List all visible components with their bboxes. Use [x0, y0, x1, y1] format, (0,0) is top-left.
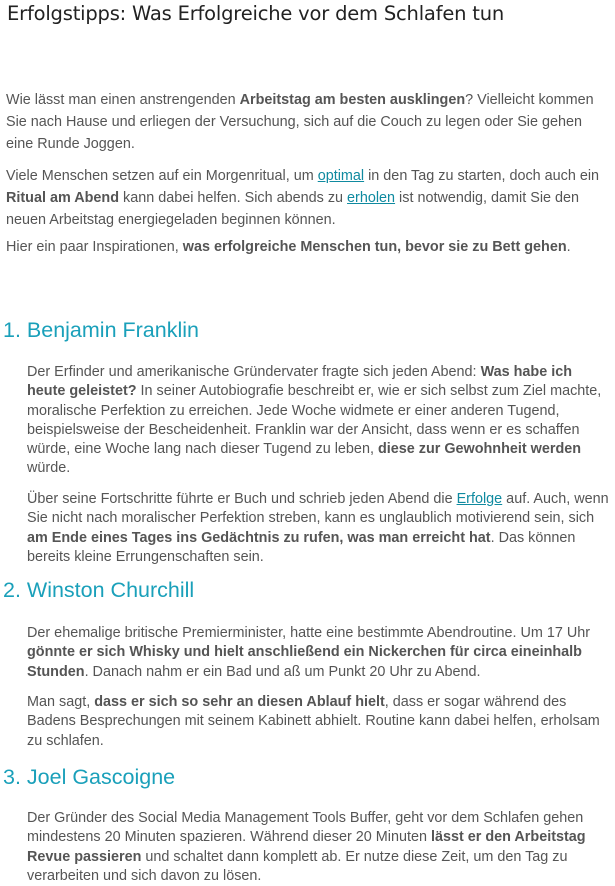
- article-title: Erfolgstipps: Was Erfolgreiche vor dem Schlafen tun: [7, 2, 505, 25]
- text-run: Der Erfinder und amerikanische Gründervater fragte sich jeden Abend:: [27, 364, 481, 380]
- text-run: .: [566, 239, 571, 255]
- churchill-paragraph-2: [27, 693, 613, 751]
- intro-paragraph-1: [6, 89, 610, 155]
- text-run: in den Tag zu starten, doch auch ein: [364, 168, 600, 184]
- text-run: . Das können bereits kleine Errungenschaften sein.: [27, 529, 576, 565]
- gascoigne-paragraph-1: [27, 809, 613, 886]
- inline-link[interactable]: Erfolge: [456, 491, 503, 507]
- text-run: Wie lässt man einen anstrengenden: [6, 92, 240, 108]
- bold-text: Arbeitstag am besten ausklingen: [239, 92, 466, 108]
- text-run: Viele Menschen setzen auf ein Morgenritual, um: [6, 168, 318, 184]
- text-run: und schaltet dann komplett ab. Er nutze diese Zeit, um den Tag zu verarbeiten und sich davon zu lösen.: [27, 848, 568, 884]
- text-run: Der Gründer des Social Media Management Tools Buffer, geht vor dem Schlafen gehen mindestens 20 Minuten spazieren. Während dieser 20 Minuten: [27, 810, 584, 846]
- franklin-paragraph-1: [27, 363, 613, 479]
- bold-text: lässt er den Arbeitstag Revue passieren: [27, 829, 586, 865]
- section-heading-franklin: 1. Benjamin Franklin: [3, 318, 199, 342]
- bold-text: Ritual am Abend: [6, 190, 120, 206]
- bold-text: am Ende eines Tages ins Gedächtnis zu rufen, was man erreicht hat: [27, 529, 491, 546]
- bold-text: was erfolgreiche Menschen tun, bevor sie zu Bett gehen: [182, 239, 567, 255]
- intro-paragraph-3: [6, 236, 610, 258]
- text-run: In seiner Autobiografie beschreibt er, wie er sich selbst zum Ziel machte, moralische Perfektion zu erreichen. Jede Woche widmete er einer anderen Tugend, beispielsweise der Bescheidenheit. Franklin war der Ansicht, dass wenn er es schaffen würde, eine Woche lang nach dieser Tugend zu leben,: [27, 383, 602, 458]
- bold-text: Was habe ich heute geleistet?: [27, 364, 572, 400]
- text-run: würde.: [27, 460, 71, 477]
- franklin-paragraph-2: [27, 490, 613, 567]
- section-heading-gascoigne: 3. Joel Gascoigne: [3, 765, 176, 789]
- text-run: auf. Auch, wenn Sie nicht nach moralischer Perfektion streben, kann es unglaublich motivierend sein, sich: [27, 491, 609, 527]
- churchill-paragraph-1: [27, 624, 613, 682]
- intro-paragraph-2: [6, 165, 610, 231]
- text-run: Man sagt,: [27, 694, 95, 710]
- text-run: , dass er sogar während des Badens Besprechungen mit seinem Kabinett abhielt. Routine kann dabei helfen, erholsam zu schlafen.: [27, 694, 600, 749]
- text-run: Der ehemalige britische Premierminister, hatte eine bestimmte Abendroutine. Um 17 Uhr: [27, 625, 591, 641]
- bold-text: dass er sich so sehr an diesen Ablauf hielt: [94, 694, 385, 710]
- section-heading-churchill: 2. Winston Churchill: [3, 578, 195, 602]
- inline-link[interactable]: optimal: [317, 168, 365, 184]
- bold-text: gönnte er sich Whisky und hielt anschließend ein Nickerchen für circa eineinhalb Stunden: [27, 644, 582, 680]
- text-run: kann dabei helfen. Sich abends zu: [119, 190, 348, 206]
- text-run: ist notwendig, damit Sie den neuen Arbeitstag energiegeladen beginnen können.: [6, 190, 580, 228]
- inline-link[interactable]: erholen: [347, 190, 396, 206]
- text-run: Über seine Fortschritte führte er Buch und schrieb jeden Abend die: [27, 491, 457, 507]
- text-run: ? Vielleicht kommen Sie nach Hause und erliegen der Versuchung, sich auf die Couch zu legen oder Sie gehen eine Runde Joggen.: [6, 92, 594, 152]
- text-run: Hier ein paar Inspirationen,: [6, 239, 183, 255]
- bold-text: diese zur Gewohnheit werden: [377, 441, 582, 458]
- text-run: . Danach nahm er ein Bad und aß um Punkt 20 Uhr zu Abend.: [84, 663, 481, 680]
